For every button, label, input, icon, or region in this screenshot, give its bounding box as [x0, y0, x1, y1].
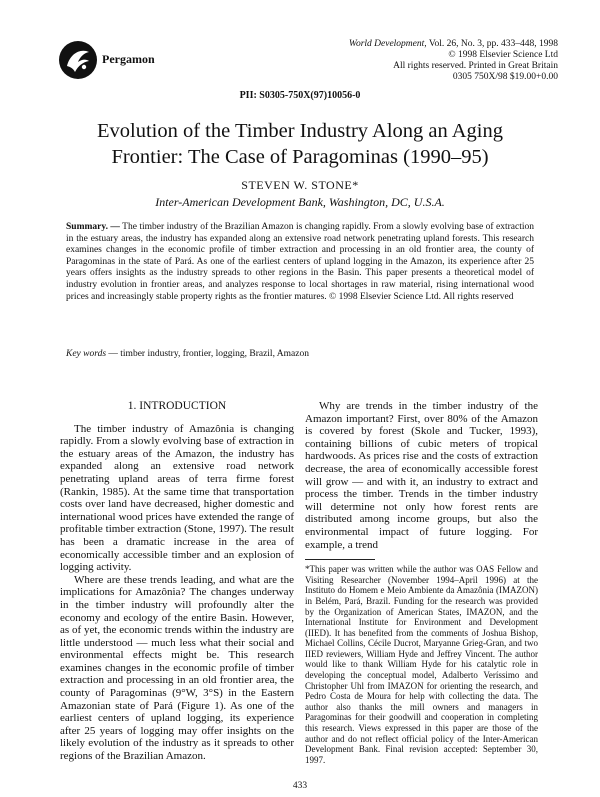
section-heading: 1. INTRODUCTION: [127, 400, 227, 412]
journal-info: [258, 39, 558, 83]
title-line-1: Evolution of the Timber Industry Along an Aging: [96, 120, 504, 142]
footnote: *This paper was written while the author was OAS Fellow and Visiting Researcher (November 1994–April 1996) at the Instituto do Homem e Meio Ambiente da Amazônia (IMAZON) in Belém, Pará, Brazil. Funding for the research was provided by the Organization of American States, IMAZON, and the International Institute for Environment and Development (IIED). It has benefited from the comments of Joshua Bishop, Michael Collins, Cécile Ducrot, Maryanne Grieg-Gran, and two IIED reviewers, William Hyde and Jeffrey Vincent. The author would like to thank William Hyde for his catalytic role in developing the conceptual model, Adalberto Veríssimo and Christopher Uhl from IMAZON for orienting the research, and Pedro Costa de Moura for help with collecting the data. The author also thanks the mill owners and managers in Paragominas for their goodwill and cooperation in completing this research. Views expressed in this paper are those of the author and do not reflect official policy of the Inter-American Development Bank. Final revision accepted: September 30, 1997.: [305, 564, 538, 765]
title-line-2: Frontier: The Case of Paragominas (1990–95): [111, 146, 489, 168]
publisher-logo: [58, 40, 98, 80]
author-name: STEVEN W. STONE*: [241, 178, 359, 192]
rights-line: All rights reserved. Printed in Great Britain: [393, 61, 558, 71]
price-line: 0305 750X/98 $19.00+0.00: [452, 72, 558, 82]
keywords-text: — timber industry, frontier, logging, Brazil, Amazon: [106, 349, 309, 359]
volume-pages: , Vol. 26, No. 3, pp. 433–448, 1998: [424, 39, 558, 49]
paragraph: The timber industry of Amazônia is changing rapidly. From a slowly evolving base of extraction in the estuary areas of the Amazon, the industry has expanded along an extensive road network penetrating upland areas of terra firme forest (Rankin, 1985). At the same time that transportation costs over land have decreased, higher domestic and international wood prices have extended the range of profitable timber extraction (Stone, 1997). The result has been a dramatic increase in the area of economically accessible timber and an explosion of logging activity.: [60, 422, 294, 574]
publisher-name: Pergamon: [102, 52, 155, 66]
article-title: [40, 118, 560, 170]
keywords: [66, 349, 534, 359]
right-column: [305, 400, 538, 765]
paragraph: Where are these trends leading, and what are the implications for Amazônia? The changes underway in the timber industry will profoundly alter the economy and ecology of the entire Basin. However, as of yet, the economic trends within the industry are little understood — much less what their social and environmental effects might be. This research examines changes in the economic profile of timber extraction and processing in an old frontier area, the county of Paragominas (9°W, 3°S) in the Eastern Amazonian state of Pará (Figure 1). As one of the earliest centers of upland logging, its experience after 25 years of logging may offer insights on the likely evolution of the industry as it spreads to other regions of the Brazilian Amazon.: [60, 573, 294, 763]
footnote-divider: [305, 559, 375, 560]
paragraph: Why are trends in the timber industry of the Amazon important? First, over 80% of the Amazon is covered by forest (Skole and Tucker, 1993), containing billions of cubic meters of tropical hardwoods. As prices rise and the costs of extraction decrease, the area of economically accessible forest will grow — and with it, an industry to extract and process the timber. Trends in the timber industry will determine not only how forest rents are distributed among income groups, but also the environmental impact of future logging. For example, a trend: [305, 400, 538, 551]
summary-text: The timber industry of the Brazilian Amazon is changing rapidly. From a slowly evolving base of extraction in the estuary areas, the industry has expanded along an extensive road network penetrating upland forests. This research examines changes in the economic profile of timber extraction and processing in an old frontier area, the county of Paragominas in the state of Pará. As one of the earliest centers of upland logging in the Amazon, its experience after 25 years offers insights as the industry spreads to other regions in the Basin. This paper presents a theoretical model of industry evolution in frontier areas, and analyzes response to local shortages in raw material, rising international wood prices and increasingly stable property rights as the frontier matures. © 1998 Elsevier Science Ltd. All rights reserved: [66, 222, 534, 302]
abstract: [66, 222, 534, 303]
summary-label: Summary. —: [66, 222, 120, 232]
left-column: [60, 400, 294, 763]
author-affiliation: Inter-American Development Bank, Washington, DC, U.S.A.: [155, 195, 445, 209]
copyright-line: © 1998 Elsevier Science Ltd: [448, 50, 558, 60]
journal-name: World Development: [348, 39, 425, 49]
pii-line: PII: S0305-750X(97)10056-0: [239, 90, 361, 101]
page-number: 433: [292, 781, 308, 791]
keywords-label: Key words: [66, 349, 107, 359]
